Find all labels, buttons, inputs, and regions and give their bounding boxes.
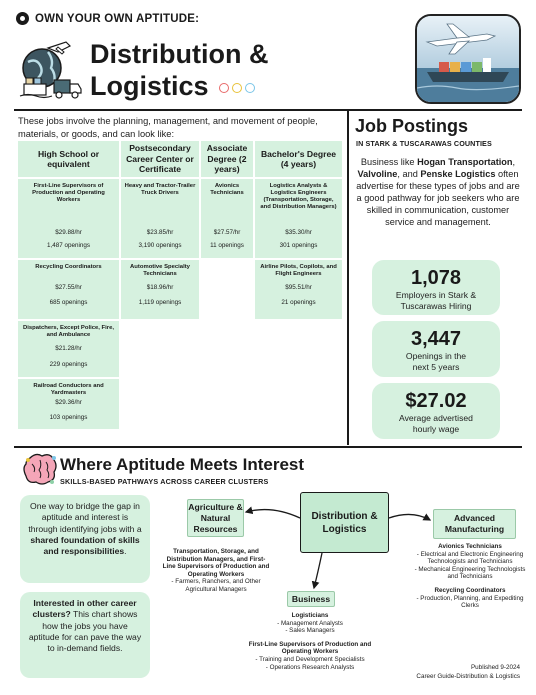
divider-top: [14, 109, 522, 111]
job-card: [121, 179, 199, 258]
airplane-ship-icon: [417, 16, 519, 102]
brain-icon: [22, 452, 58, 486]
job-title: Airline Pilots, Copilots, and Flight Engineers: [260, 264, 337, 277]
job-wage: $29.36/hr: [55, 399, 82, 406]
target-icon: [16, 12, 29, 25]
job-wage: $95.51/hr: [285, 284, 312, 291]
related-job: - Farmers, Ranchers, and Other Agricultural Managers: [171, 578, 261, 593]
job-card: [18, 260, 119, 319]
company-name: Hogan Transportation: [417, 157, 513, 167]
job-openings: 685 openings: [49, 299, 88, 306]
stat-label: Employers in Stark & Tuscarawas Hiring: [395, 290, 477, 311]
stat-card-employers: [372, 260, 500, 315]
job-title: Railroad Conductors and Yardmasters: [33, 383, 104, 396]
bridge-gap-box: [20, 495, 150, 583]
job-card: [18, 179, 119, 258]
column-postsecondary: [121, 141, 199, 319]
job-wage: $35.30/hr: [285, 229, 312, 236]
intro-text: These jobs involve the planning, management, and movement of people, materials, or goods, and can look like:: [18, 116, 318, 139]
box-text: One way to bridge the gap in aptitude and interest is through identifying jobs with a: [28, 501, 142, 534]
related-job: - Training and Development Specialists: [255, 655, 365, 663]
bold-job-title: Transportation, Storage, and Distribution Managers, and First-Line Supervisors of Production and Operating Workers: [162, 548, 270, 578]
job-postings-title: Job Postings: [355, 116, 469, 136]
stat-card-openings: [372, 321, 500, 377]
bold-job-title: First-Line Supervisors of Production and Operating Workers: [248, 640, 372, 656]
cluster-manufacturing-jobs: [412, 543, 528, 610]
guide-name: Career Guide-Distribution & Logistics: [416, 672, 520, 680]
divider-middle: [14, 446, 522, 448]
column-associate: [201, 141, 253, 258]
company-name: Penske Logistics: [420, 169, 496, 179]
job-openings: 1,119 openings: [138, 299, 182, 306]
body-text: , and: [397, 169, 421, 179]
globe-logistics-icon: [18, 38, 84, 104]
body-text: ,: [512, 157, 516, 167]
circle-icon: [219, 83, 229, 93]
box-bold-text: Interested in other career clusters?: [32, 598, 137, 620]
body-text: often advertise for these types of jobs and are a good pathway for job seekers who are skilled in communication, customer service and management.: [356, 169, 520, 227]
career-clusters-box: [20, 592, 150, 678]
job-card: [121, 260, 199, 319]
related-job: - Mechanical Engineering Technologists and Technicians: [414, 565, 526, 581]
job-wage: $27.57/hr: [213, 229, 241, 236]
job-openings: 21 openings: [281, 299, 316, 306]
divider-vertical: [347, 111, 349, 445]
stat-number: 1,078: [410, 267, 462, 289]
stat-number: $27.02: [405, 390, 467, 412]
job-card: [18, 379, 119, 429]
job-card: [255, 260, 342, 319]
bold-job-title: Avionics Technicians: [438, 543, 502, 550]
job-title: Avionics Technicians: [210, 183, 244, 196]
job-postings-subtitle: IN STARK & TUSCARAWAS COUNTIES: [356, 139, 492, 148]
job-title: Recycling Coordinators: [35, 264, 102, 270]
job-wage: $18.96/hr: [146, 284, 174, 291]
job-title: Automotive Specialty Technicians: [130, 264, 190, 277]
decorative-circles: [219, 83, 255, 93]
title-line-2: Logistics: [90, 71, 209, 101]
job-title: Heavy and Tractor-Trailer Truck Drivers: [124, 183, 196, 196]
related-job: - Production, Planning, and Expediting Clerks: [416, 594, 524, 610]
cluster-business-box: Business: [287, 591, 335, 607]
stat-label: Openings in the next 5 years: [405, 351, 467, 372]
cluster-business-jobs: [248, 612, 372, 671]
column-heading: Associate Degree (2 years): [201, 141, 253, 177]
header-badge: [16, 12, 199, 25]
column-high-school: [18, 141, 119, 429]
job-wage: $29.88/hr: [55, 229, 82, 236]
job-card: [18, 321, 119, 377]
job-openings: 103 openings: [49, 414, 88, 421]
column-heading: Bachelor's Degree (4 years): [255, 141, 342, 177]
footer: [396, 664, 520, 681]
cluster-manufacturing-box: Advanced Manufacturing: [433, 509, 516, 539]
box-text: .: [124, 546, 127, 557]
column-heading: High School or equivalent: [18, 141, 119, 177]
cluster-agriculture-box: Agriculture & Natural Resources: [187, 499, 244, 537]
bold-job-title: Logisticians: [291, 612, 329, 619]
box-bold-text: shared foundation of skills and responsibilities: [30, 534, 140, 557]
job-card: [201, 179, 253, 258]
job-openings: 1,487 openings: [46, 242, 91, 249]
header-badge-text: OWN YOUR OWN APTITUDE:: [35, 12, 200, 25]
related-job: - Management Analysts: [277, 619, 343, 627]
stat-number: 3,447: [410, 328, 462, 350]
job-wage: $27.55/hr: [55, 284, 82, 291]
hero-image-transport: [415, 14, 521, 104]
job-title: Dispatchers, Except Police, Fire, and Ambulance: [22, 325, 114, 338]
job-postings-body: [355, 156, 521, 228]
column-heading: Postsecondary Career Center or Certificate: [121, 141, 199, 177]
circle-icon: [232, 83, 242, 93]
job-title: Logistics Analysts & Logistics Engineers (Transportation, Storage, and Distribution Managers): [260, 183, 337, 210]
related-job: - Electrical and Electronic Engineering Technologists and Technicians: [416, 550, 524, 566]
page-title: [90, 38, 268, 102]
job-openings: 11 openings: [210, 242, 244, 249]
body-text: Business like: [360, 157, 418, 167]
box-text: This chart shows how the jobs you have aptitude for can pave the way to in-demand fields.: [28, 609, 142, 654]
column-bachelors: [255, 141, 342, 319]
job-openings: 3,190 openings: [138, 242, 182, 249]
job-card: [255, 179, 342, 258]
aptitude-subtitle: SKILLS-BASED PATHWAYS ACROSS CAREER CLUSTERS: [60, 477, 269, 486]
cluster-agriculture-jobs: [161, 548, 271, 594]
job-wage: $23.85/hr: [146, 229, 174, 236]
circle-icon: [245, 83, 255, 93]
job-openings: 229 openings: [49, 361, 88, 368]
published-date: Published 9-2024: [470, 664, 520, 671]
stat-label: Average advertised hourly wage: [399, 413, 473, 434]
job-openings: 301 openings: [279, 242, 318, 249]
bold-job-title: Recycling Coordinators: [434, 586, 506, 594]
stat-card-wage: [372, 383, 500, 439]
related-job: - Operations Research Analysts: [265, 663, 355, 671]
center-cluster-box: Distribution & Logistics: [300, 492, 389, 553]
company-name: Valvoline: [357, 169, 398, 179]
aptitude-title: Where Aptitude Meets Interest: [60, 455, 305, 474]
title-line-1: Distribution &: [90, 39, 269, 69]
job-title: First-Line Supervisors of Production and Operating Workers: [32, 183, 105, 203]
job-wage: $21.28/hr: [55, 345, 82, 352]
related-job: - Sales Managers: [285, 627, 335, 635]
